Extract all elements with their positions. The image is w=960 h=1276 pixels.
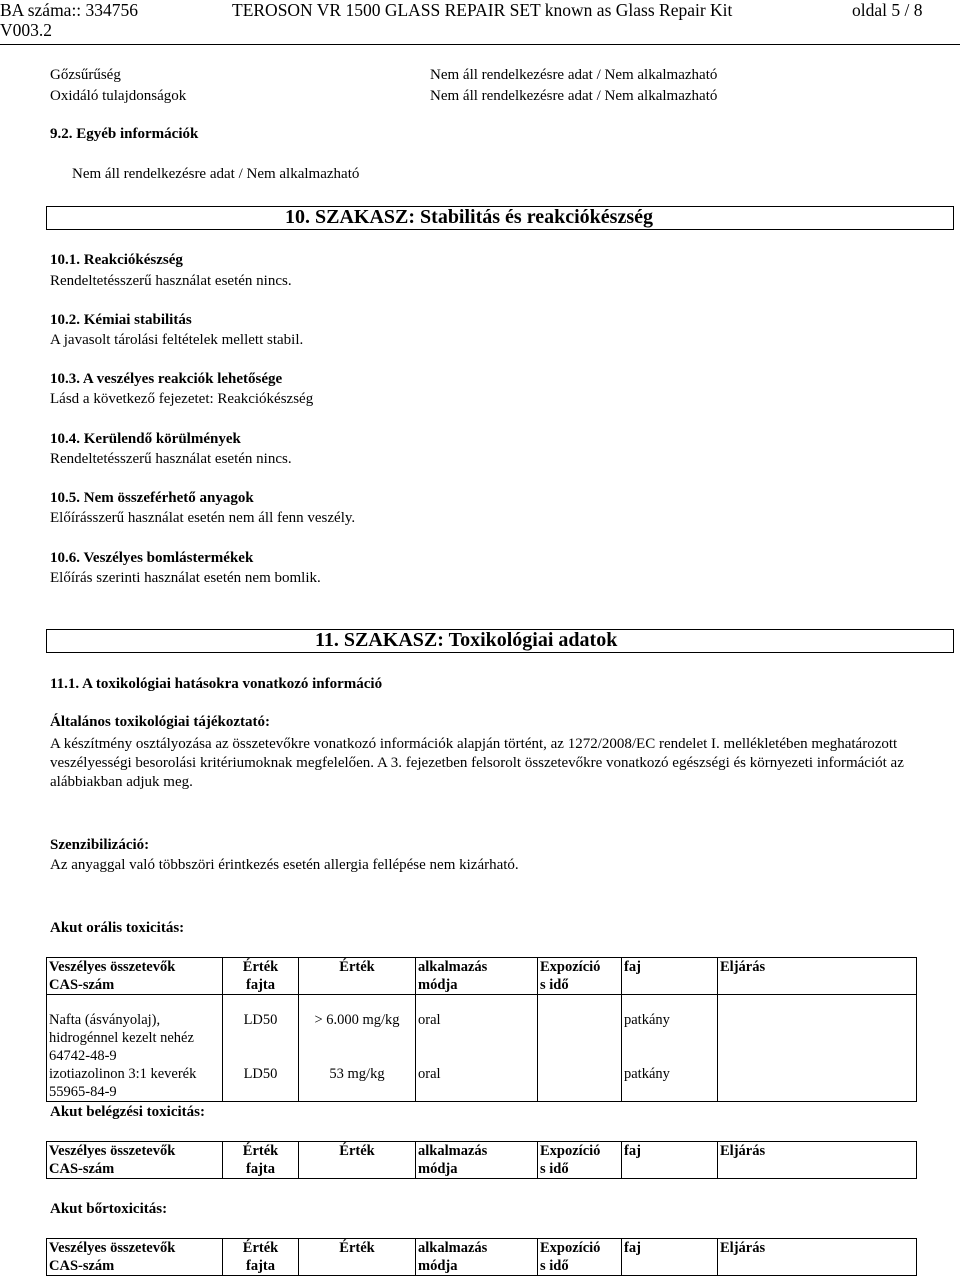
- prop-value-oxidising: Nem áll rendelkezésre adat / Nem alkalmazható: [430, 88, 718, 104]
- col-value-type: Érték: [242, 1143, 279, 1159]
- section-9-2-title: 9.2. Egyéb információk: [50, 126, 199, 142]
- col-ingredient: Veszélyes összetevők: [49, 1240, 176, 1256]
- doc-version: V003.2: [0, 20, 53, 40]
- sensitisation-title: Szenzibilizáció:: [50, 837, 150, 853]
- doc-number: BA száma:: 334756: [0, 0, 139, 20]
- table-header-row: [47, 958, 917, 995]
- col-exposure: Expozíció: [540, 959, 601, 975]
- acute-inhalation-table: [46, 1141, 917, 1179]
- subsection-10-2-title: 10.2. Kémiai stabilitás: [50, 312, 192, 328]
- col-exposure-2: s idő: [540, 1258, 569, 1274]
- col-ingredient: Veszélyes összetevők: [49, 959, 176, 975]
- exposure: [538, 1065, 622, 1102]
- species: patkány: [622, 995, 718, 1066]
- subsection-10-3-title: 10.3. A veszélyes reakciók lehetősége: [50, 371, 283, 387]
- col-ingredient: Veszélyes összetevők: [49, 1143, 176, 1159]
- col-value: Érték: [299, 1239, 416, 1276]
- exposure: [538, 995, 622, 1066]
- col-route: alkalmazás: [418, 1143, 488, 1159]
- section-10-heading: 10. SZAKASZ: Stabilitás és reakciókészség: [285, 206, 653, 228]
- section-11-heading: 11. SZAKASZ: Toxikológiai adatok: [315, 629, 618, 651]
- col-value: Érték: [299, 958, 416, 995]
- prop-label-oxidising: Oxidáló tulajdonságok: [50, 88, 187, 104]
- col-value-type: Érték: [242, 1240, 279, 1256]
- product-name: TEROSON VR 1500 GLASS REPAIR SET known as Glass Repair Kit: [232, 0, 733, 20]
- col-exposure-2: s idő: [540, 1161, 569, 1177]
- route: oral: [416, 995, 538, 1066]
- col-species: faj: [622, 1142, 718, 1179]
- col-method: Eljárás: [718, 1142, 917, 1179]
- col-value-type-2: fajta: [246, 1161, 275, 1177]
- col-exposure: Expozíció: [540, 1240, 601, 1256]
- col-exposure: Expozíció: [540, 1143, 601, 1159]
- table-header-row: [47, 1239, 917, 1276]
- ingredient-name: Nafta (ásványolaj),: [49, 1012, 161, 1028]
- subsection-11-1-title: 11.1. A toxikológiai hatásokra vonatkozó információ: [50, 676, 383, 692]
- table-row: [47, 995, 917, 1066]
- route: oral: [416, 1065, 538, 1102]
- method: [718, 995, 917, 1066]
- subsection-10-5-text: Előírásszerű használat esetén nem áll fenn veszély.: [50, 510, 356, 526]
- value-type: LD50: [223, 1065, 299, 1102]
- prop-value-vapour-density: Nem áll rendelkezésre adat / Nem alkalmazható: [430, 67, 718, 83]
- col-method: Eljárás: [718, 958, 917, 995]
- subsection-10-5-title: 10.5. Nem összeférhető anyagok: [50, 490, 254, 506]
- col-exposure-2: s idő: [540, 977, 569, 993]
- col-value-type-2: fajta: [246, 977, 275, 993]
- ingredient-cas: 64742-48-9: [49, 1048, 117, 1064]
- ingredient-name: izotiazolinon 3:1 keverék: [49, 1066, 197, 1082]
- ingredient-cas: 55965-84-9: [49, 1084, 117, 1100]
- ingredient-name-2: hidrogénnel kezelt nehéz: [49, 1030, 194, 1046]
- section-9-2-text: Nem áll rendelkezésre adat / Nem alkalmazható: [72, 166, 360, 182]
- subsection-10-6-text: Előírás szerinti használat esetén nem bomlik.: [50, 570, 321, 586]
- section-11-heading-band: [46, 629, 954, 653]
- page-number: oldal 5 / 8: [852, 0, 923, 20]
- col-cas: CAS-szám: [49, 1161, 115, 1177]
- col-route-2: módja: [418, 977, 458, 993]
- general-tox-title: Általános toxikológiai tájékoztató:: [50, 714, 270, 730]
- col-cas: CAS-szám: [49, 1258, 115, 1274]
- col-species: faj: [622, 958, 718, 995]
- value: 53 mg/kg: [299, 1065, 416, 1102]
- subsection-10-6-title: 10.6. Veszélyes bomlástermékek: [50, 550, 254, 566]
- col-value-type-2: fajta: [246, 1258, 275, 1274]
- col-route: alkalmazás: [418, 959, 488, 975]
- sensitisation-text: Az anyaggal való többszöri érintkezés esetén allergia fellépése nem kizárható.: [50, 857, 519, 873]
- general-tox-text: A készítmény osztályozása az összetevőkre vonatkozó információk alapján történt, az 1272/2008/EC rendelet I. mellékletében meghatározott veszélyességi besorolási kritériumoknak megfelelően. A 3. fejezetben felsorolt összetevőkre vonatkozó egészségi és környezeti információt az alábbiakban adjuk meg.: [50, 736, 904, 790]
- acute-inhalation-title: Akut belégzési toxicitás:: [50, 1104, 205, 1120]
- col-value: Érték: [299, 1142, 416, 1179]
- acute-dermal-title: Akut bőrtoxicitás:: [50, 1201, 168, 1217]
- subsection-10-3-text: Lásd a következő fejezetet: Reakciókészség: [50, 391, 314, 407]
- col-value-type: Érték: [242, 959, 279, 975]
- col-cas: CAS-szám: [49, 977, 115, 993]
- col-method: Eljárás: [718, 1239, 917, 1276]
- subsection-10-4-text: Rendeltetésszerű használat esetén nincs.: [50, 451, 292, 467]
- prop-label-vapour-density: Gőzsűrűség: [50, 67, 121, 83]
- acute-dermal-table: [46, 1238, 917, 1276]
- table-row: [47, 1065, 917, 1102]
- acute-oral-title: Akut orális toxicitás:: [50, 920, 185, 936]
- subsection-10-1-title: 10.1. Reakciókészség: [50, 252, 183, 268]
- value-type: LD50: [223, 995, 299, 1066]
- method: [718, 1065, 917, 1102]
- col-route-2: módja: [418, 1161, 458, 1177]
- section-10-heading-band: [46, 206, 954, 230]
- subsection-10-2-text: A javasolt tárolási feltételek mellett stabil.: [50, 332, 304, 348]
- species: patkány: [622, 1065, 718, 1102]
- col-species: faj: [622, 1239, 718, 1276]
- acute-oral-table: [46, 957, 917, 1102]
- subsection-10-4-title: 10.4. Kerülendő körülmények: [50, 431, 241, 447]
- col-route-2: módja: [418, 1258, 458, 1274]
- col-route: alkalmazás: [418, 1240, 488, 1256]
- value: > 6.000 mg/kg: [299, 995, 416, 1066]
- header-divider: [0, 44, 960, 45]
- subsection-10-1-text: Rendeltetésszerű használat esetén nincs.: [50, 273, 292, 289]
- table-header-row: [47, 1142, 917, 1179]
